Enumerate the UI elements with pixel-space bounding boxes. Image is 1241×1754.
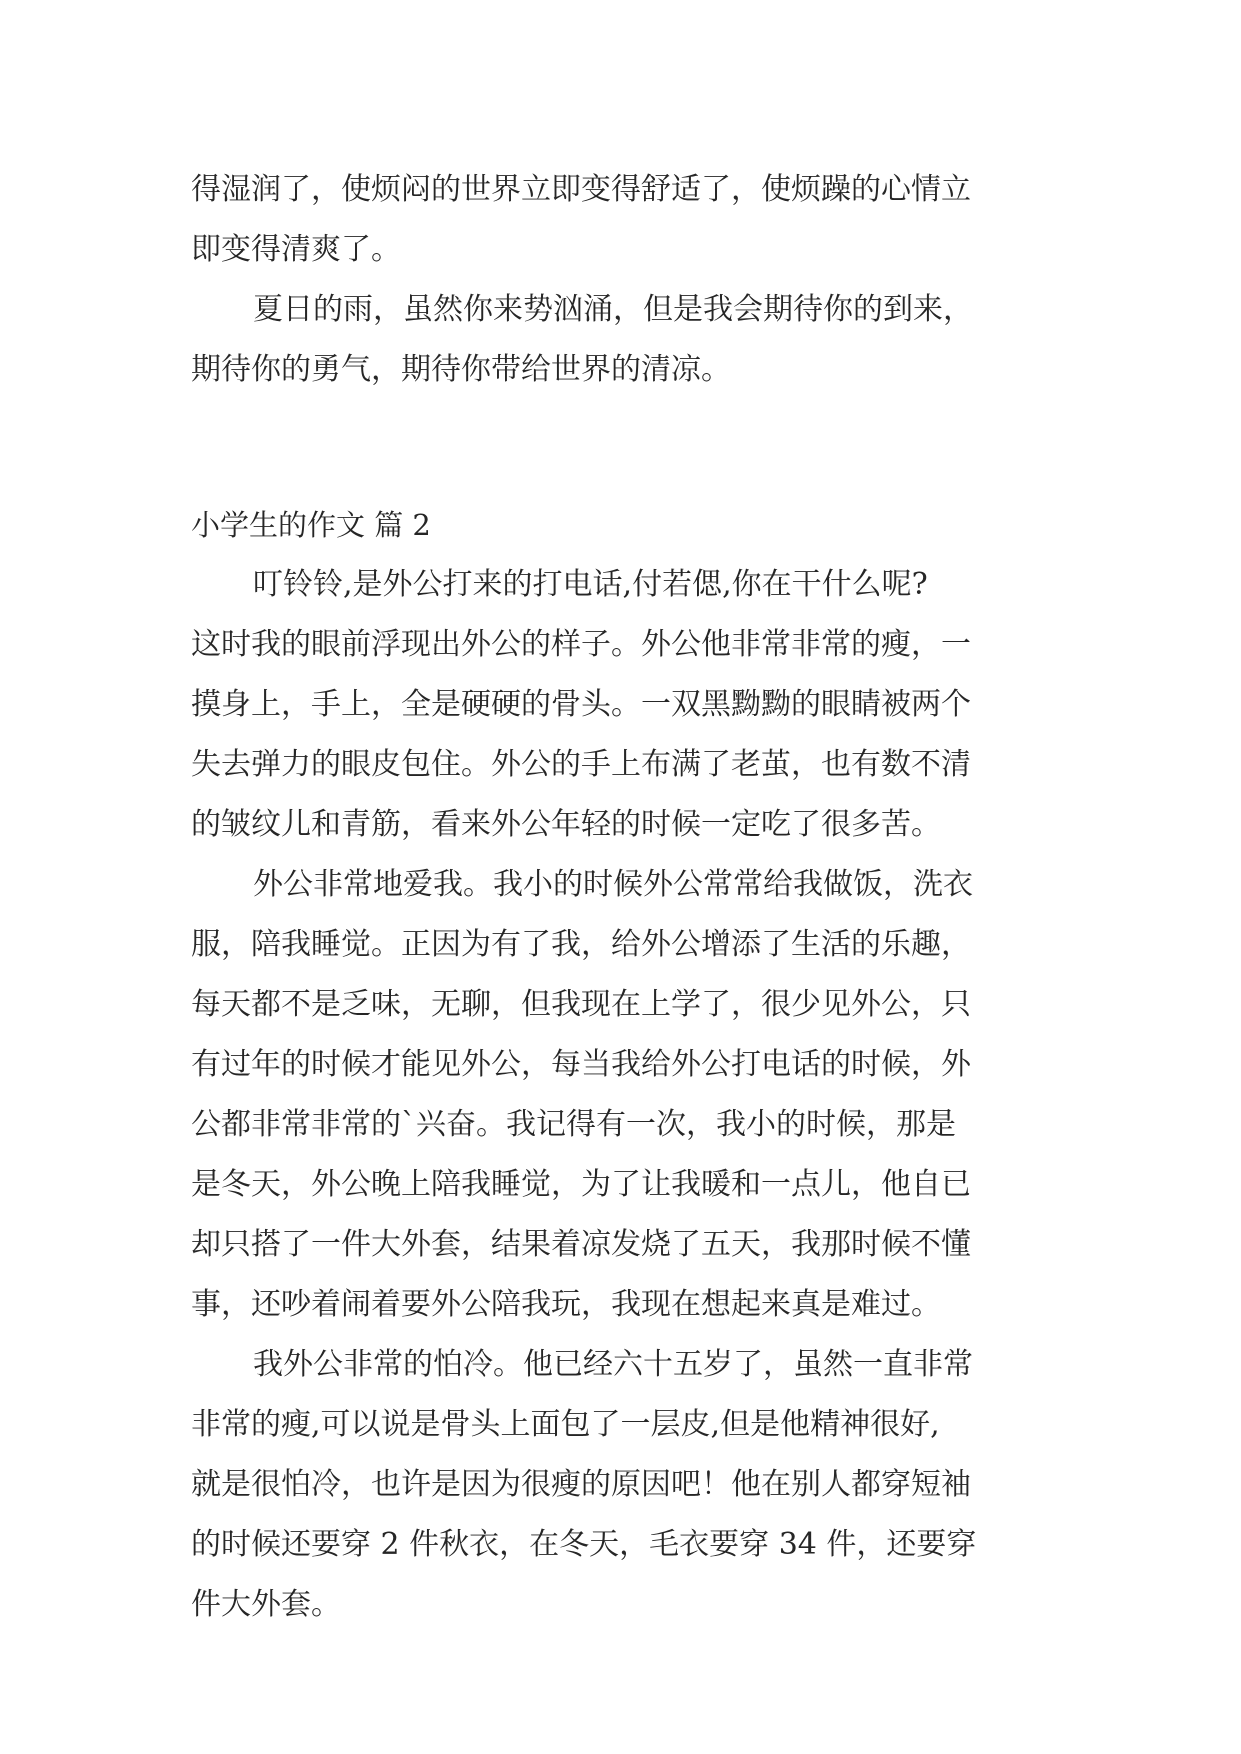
- document-body: [191, 160, 1051, 1635]
- text-line: 每天都不是乏味，无聊，但我现在上学了，很少见外公，只: [191, 987, 971, 1022]
- text-line: 失去弹力的眼皮包住。外公的手上布满了老茧，也有数不清: [191, 747, 971, 782]
- text-line: 即变得清爽了。: [191, 232, 401, 267]
- text-line: 是冬天，外公晚上陪我睡觉，为了让我暖和一点儿，他自已: [191, 1167, 971, 1202]
- paragraph: [191, 555, 1051, 855]
- text-line: 就是很怕冷，也许是因为很瘦的原因吧！他在别人都穿短袖: [191, 1467, 971, 1502]
- text-line: 非常的瘦,可以说是骨头上面包了一层皮,但是他精神很好,: [191, 1407, 940, 1442]
- text-line: 这时我的眼前浮现出外公的样子。外公他非常非常的瘦，一: [191, 627, 971, 662]
- section-spacer: [191, 400, 1051, 495]
- text-line: 事，还吵着闹着要外公陪我玩，我现在想起来真是难过。: [191, 1287, 941, 1322]
- text-line: 外公非常地爱我。我小的时候外公常常给我做饭，洗衣: [253, 867, 973, 902]
- text-line: 我外公非常的怕冷。他已经六十五岁了，虽然一直非常: [253, 1347, 973, 1382]
- text-line: 件大外套。: [191, 1587, 341, 1622]
- text-line: 却只搭了一件大外套，结果着凉发烧了五天，我那时候不懂: [191, 1227, 971, 1262]
- text-line: 期待你的勇气，期待你带给世界的清凉。: [191, 352, 731, 387]
- text-line: 服，陪我睡觉。正因为有了我，给外公增添了生活的乐趣，: [191, 927, 971, 962]
- text-line: 得湿润了，使烦闷的世界立即变得舒适了，使烦躁的心情立: [191, 172, 971, 207]
- paragraph: [191, 855, 1051, 1335]
- paragraph: [191, 280, 1051, 400]
- text-line: 有过年的时候才能见外公，每当我给外公打电话的时候，外: [191, 1047, 971, 1082]
- text-line: 的皱纹儿和青筋，看来外公年轻的时候一定吃了很多苦。: [191, 807, 941, 842]
- text-line: 夏日的雨，虽然你来势汹涌，但是我会期待你的到来，: [253, 292, 973, 327]
- paragraph: [191, 1335, 1051, 1635]
- text-line: 叮铃铃,是外公打来的打电话,付若偲,你在干什么呢?: [253, 567, 928, 602]
- text-line: 摸身上，手上，全是硬硬的骨头。一双黑黝黝的眼睛被两个: [191, 687, 971, 722]
- paragraph: [191, 160, 1051, 280]
- section-heading: 小学生的作文 篇 2: [191, 508, 431, 542]
- text-line: 公都非常非常的`兴奋。我记得有一次，我小的时候，那是: [191, 1107, 956, 1142]
- text-line: 的时候还要穿 2 件秋衣，在冬天，毛衣要穿 34 件，还要穿: [191, 1527, 977, 1562]
